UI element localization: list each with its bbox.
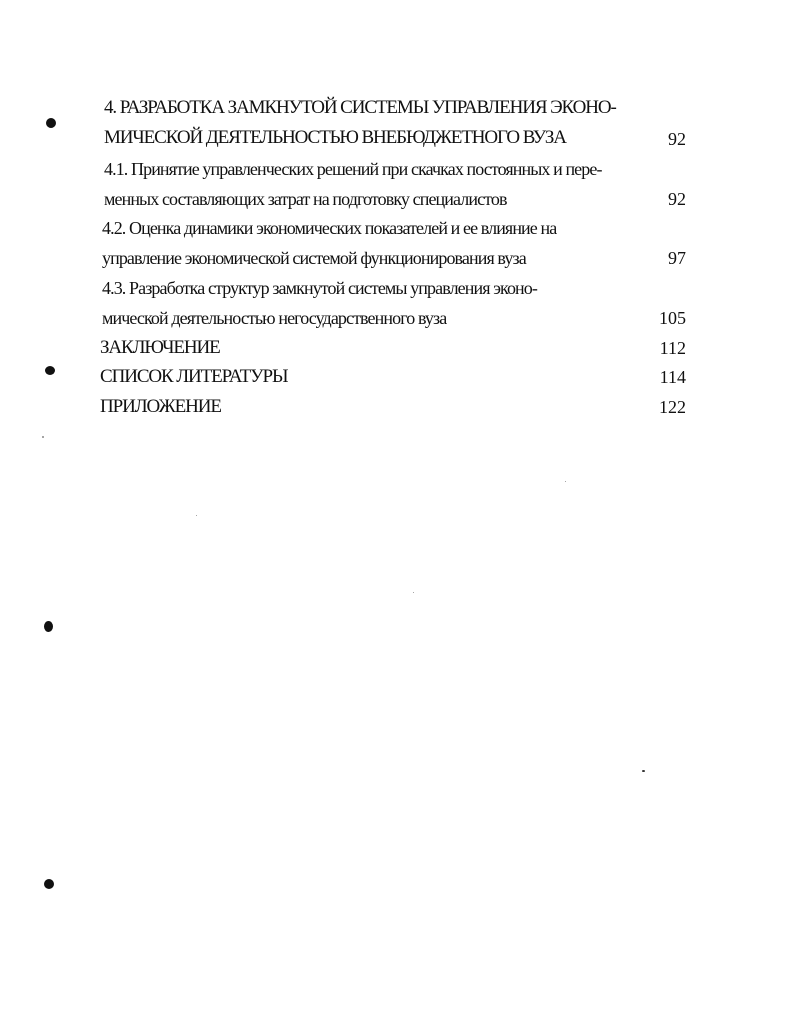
toc-section41-title-line2: менных составляющих затрат на подготовку специалистов bbox=[104, 189, 507, 209]
toc-references-page: 114 bbox=[659, 367, 686, 387]
toc-references-title: СПИСОК ЛИТЕРАТУРЫ bbox=[100, 366, 288, 387]
toc-conclusion-title: ЗАКЛЮЧЕНИЕ bbox=[100, 337, 220, 358]
toc-conclusion-page: 112 bbox=[659, 338, 686, 358]
toc-section42-title-line1: 4.2. Оценка динамики экономических показателей и ее влияние на bbox=[102, 218, 557, 238]
toc-section43-title-line1: 4.3. Разработка структур замкнутой системы управления эконо- bbox=[102, 278, 537, 298]
toc-chapter4-page: 92 bbox=[668, 129, 686, 149]
toc-section42-title-line2: управление экономической системой функционирования вуза bbox=[102, 248, 526, 268]
toc-chapter4-title-line1: 4. РАЗРАБОТКА ЗАМКНУТОЙ СИСТЕМЫ УПРАВЛЕНИЯ ЭКОНО- bbox=[104, 97, 616, 118]
scan-speck bbox=[565, 481, 566, 482]
toc-appendix-page: 122 bbox=[659, 397, 686, 417]
toc-section43-page: 105 bbox=[659, 308, 686, 328]
scan-speck bbox=[413, 592, 414, 593]
scan-mark-dot bbox=[44, 879, 54, 889]
toc-chapter4-title-line2: МИЧЕСКОЙ ДЕЯТЕЛЬНОСТЬЮ ВНЕБЮДЖЕТНОГО ВУЗА bbox=[104, 127, 566, 148]
scan-speck bbox=[42, 436, 44, 438]
scan-mark-dot bbox=[46, 118, 56, 128]
toc-appendix-title: ПРИЛОЖЕНИЕ bbox=[100, 396, 221, 417]
scan-speck bbox=[642, 770, 645, 772]
scan-mark-dot bbox=[44, 621, 53, 632]
scan-speck bbox=[196, 515, 197, 516]
toc-section41-title-line1: 4.1. Принятие управленческих решений при скачках постоянных и пере- bbox=[104, 159, 602, 179]
scan-mark-dot bbox=[45, 366, 55, 375]
toc-section42-page: 97 bbox=[668, 248, 686, 268]
toc-section41-page: 92 bbox=[668, 189, 686, 209]
toc-section43-title-line2: мической деятельностью негосударственного вуза bbox=[102, 308, 447, 328]
